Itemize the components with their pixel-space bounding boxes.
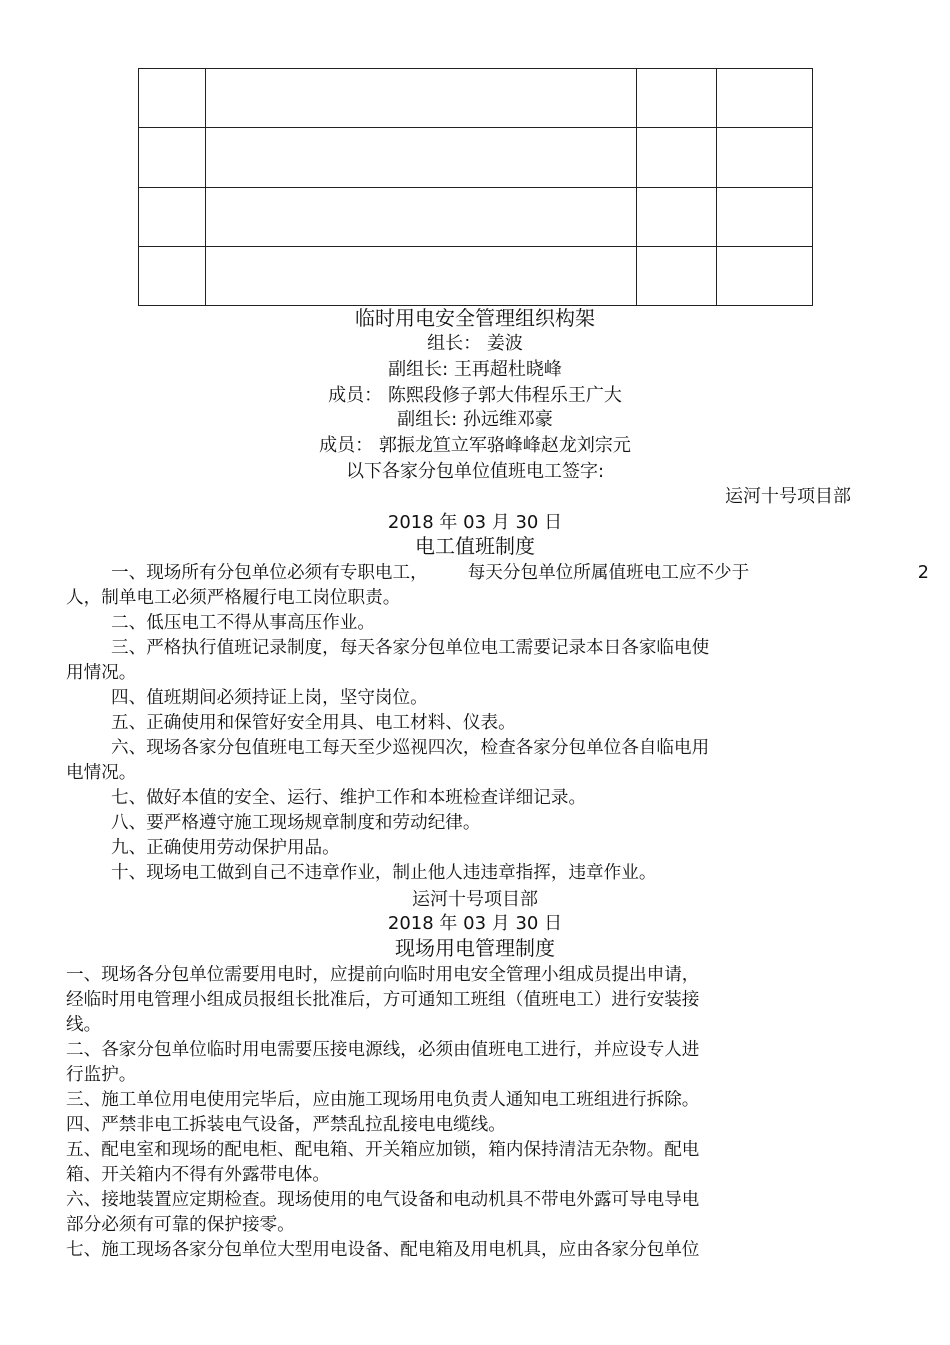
table-row [139,128,813,187]
table-cell [206,69,637,128]
duty-item: 七、做好本值的安全、运行、维护工作和本班检查详细记录。 [111,788,587,808]
org-department: 运河十号项目部 [725,486,851,507]
org-title: 临时用电安全管理组织构架 [355,306,595,330]
sign-note: 以下各家分包单位值班电工签字: [345,461,605,482]
duty-item: 十、现场电工做到自己不违章作业，制止他人违违章指挥，违章作业。 [111,863,657,883]
duty-item: 三、严格执行值班记录制度，每天各家分包单位电工需要记录本日各家临电使 [111,638,710,658]
table-cell [206,187,637,246]
duty-item-1-part-a: 一、现场所有分包单位必须有专职电工， [111,563,428,583]
duty-department: 运河十号项目部 [412,889,538,910]
org-date: 2018 年 03 月 30 日 [387,512,563,533]
table-row [139,187,813,246]
site-item: 一、现场各分包单位需要用电时，应提前向临时用电安全管理小组成员提出申请， [66,965,700,985]
duty-item-1 [66,561,929,586]
site-item: 六、接地装置应定期检查。现场使用的电气设备和电动机具不带电外露可导电导电 [66,1190,700,1210]
table-cell [139,128,206,187]
site-item-continued: 部分必须有可靠的保护接零。 [66,1215,295,1235]
table-cell [637,69,717,128]
table-cell [139,246,206,305]
table-cell [717,69,813,128]
table-cell [139,69,206,128]
duty-item: 二、低压电工不得从事高压作业。 [111,613,375,633]
site-item-continued: 箱、开关箱内不得有外露带电体。 [66,1165,330,1185]
site-item: 三、施工单位用电使用完毕后，应由施工现场用电负责人通知电工班组进行拆除。 [66,1090,700,1110]
org-deputy-2: 副组长: 孙远维邓豪 [397,409,553,430]
duty-item-1-number: 2 [917,563,929,583]
table-cell [717,128,813,187]
duty-item-continued: 用情况。 [66,663,137,683]
site-body [66,963,699,1263]
table-cell [637,128,717,187]
table-cell [206,246,637,305]
duty-date: 2018 年 03 月 30 日 [387,913,563,934]
org-members-1: 成员： 陈熙段修子郭大伟程乐王广大 [328,385,622,406]
site-item: 五、配电室和现场的配电柜、配电箱、开关箱应加锁，箱内保持清洁无杂物。配电 [66,1140,700,1160]
duty-item: 八、要严格遵守施工现场规章制度和劳动纪律。 [111,813,481,833]
site-item-continued: 线。 [66,1015,102,1035]
table-cell [717,187,813,246]
duty-item: 四、值班期间必须持证上岗，坚守岗位。 [111,688,428,708]
signature-table [138,68,813,306]
table-row [139,246,813,305]
site-item-continued: 行监护。 [66,1065,137,1085]
org-members-2: 成员： 郭振龙笪立军骆峰峰赵龙刘宗元 [319,435,631,456]
table-cell [717,246,813,305]
duty-item-1-continued: 人，制单电工必须严格履行电工岗位职责。 [66,588,401,608]
duty-item-1-part-b: 每天分包单位所属值班电工应不少于 [467,563,750,583]
table-cell [206,128,637,187]
table-cell [637,246,717,305]
table-cell [139,187,206,246]
duty-item: 九、正确使用劳动保护用品。 [111,838,340,858]
site-item: 二、各家分包单位临时用电需要压接电源线，必须由值班电工进行，并应设专人进 [66,1040,700,1060]
site-item: 七、施工现场各家分包单位大型用电设备、配电箱及用电机具，应由各家分包单位 [66,1240,700,1260]
duty-item-continued: 电情况。 [66,763,137,783]
org-deputy-1: 副组长: 王再超杜晓峰 [388,359,562,380]
duty-item: 五、正确使用和保管好安全用具、电工材料、仪表。 [111,713,516,733]
duty-title: 电工值班制度 [415,534,535,558]
duty-body [66,561,929,886]
duty-item: 六、现场各家分包值班电工每天至少巡视四次，检查各家分包单位各自临电用 [111,738,710,758]
site-title: 现场用电管理制度 [395,936,555,960]
table-row [139,69,813,128]
site-item: 四、严禁非电工拆装电气设备，严禁乱拉乱接电电缆线。 [66,1115,506,1135]
table-cell [637,187,717,246]
site-item-continued: 经临时用电管理小组成员报组长批准后，方可通知工班组（值班电工）进行安装接 [66,990,700,1010]
org-leader: 组长： 姜波 [427,333,523,354]
